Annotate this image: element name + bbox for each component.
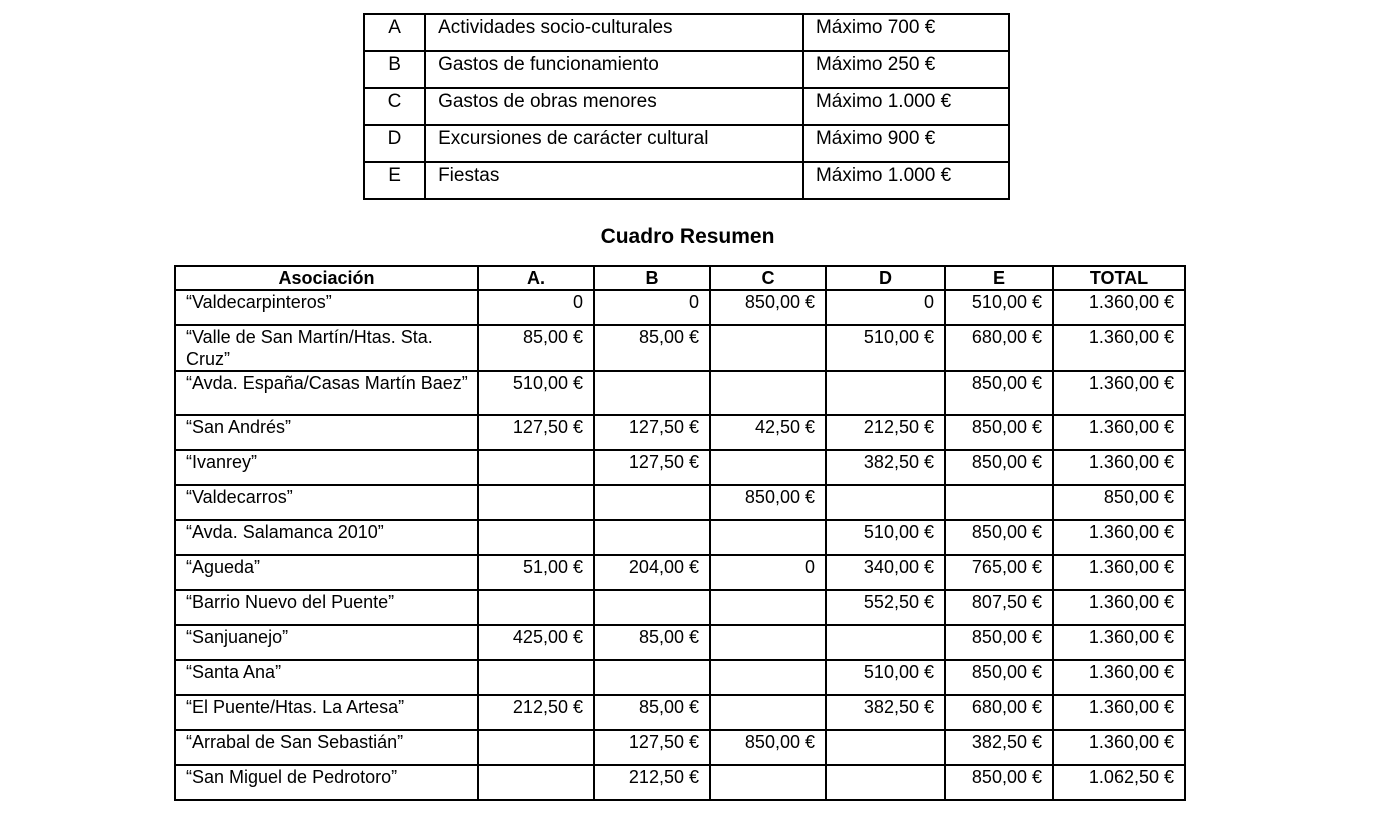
amount-cell (594, 590, 710, 625)
amount-cell (710, 590, 826, 625)
amount-cell: 850,00 € (945, 660, 1053, 695)
table-row (175, 371, 1185, 415)
table-row (175, 555, 1185, 590)
category-limits-body (364, 14, 1009, 199)
category-row (364, 125, 1009, 162)
amount-cell: 0 (594, 290, 710, 325)
category-max: Máximo 1.000 € (803, 162, 1009, 199)
column-header: B (594, 266, 710, 290)
association-name: “Barrio Nuevo del Puente” (175, 590, 478, 625)
amount-cell (710, 695, 826, 730)
association-name: “Avda. Salamanca 2010” (175, 520, 478, 555)
amount-cell: 1.360,00 € (1053, 625, 1185, 660)
amount-cell: 425,00 € (478, 625, 594, 660)
summary-table (174, 265, 1186, 801)
amount-cell: 850,00 € (945, 371, 1053, 415)
category-row (364, 162, 1009, 199)
amount-cell: 510,00 € (945, 290, 1053, 325)
amount-cell: 850,00 € (710, 485, 826, 520)
amount-cell: 850,00 € (710, 290, 826, 325)
category-row (364, 51, 1009, 88)
amount-cell: 850,00 € (945, 765, 1053, 800)
amount-cell: 85,00 € (594, 695, 710, 730)
table-row (175, 450, 1185, 485)
category-max: Máximo 250 € (803, 51, 1009, 88)
amount-cell (594, 371, 710, 415)
column-header: E (945, 266, 1053, 290)
amount-cell (478, 730, 594, 765)
amount-cell: 1.360,00 € (1053, 371, 1185, 415)
amount-cell: 51,00 € (478, 555, 594, 590)
amount-cell: 552,50 € (826, 590, 945, 625)
amount-cell: 1.360,00 € (1053, 325, 1185, 371)
association-name: “Valdecarpinteros” (175, 290, 478, 325)
amount-cell (710, 520, 826, 555)
amount-cell: 1.062,50 € (1053, 765, 1185, 800)
amount-cell (594, 485, 710, 520)
table-row (175, 290, 1185, 325)
amount-cell: 1.360,00 € (1053, 520, 1185, 555)
amount-cell: 850,00 € (945, 520, 1053, 555)
amount-cell (945, 485, 1053, 520)
amount-cell: 1.360,00 € (1053, 555, 1185, 590)
amount-cell (478, 485, 594, 520)
table-row (175, 325, 1185, 371)
amount-cell (710, 371, 826, 415)
category-code: A (364, 14, 425, 51)
amount-cell: 212,50 € (826, 415, 945, 450)
table-row (175, 485, 1185, 520)
table-row (175, 695, 1185, 730)
amount-cell: 85,00 € (478, 325, 594, 371)
amount-cell (478, 765, 594, 800)
column-header: TOTAL (1053, 266, 1185, 290)
amount-cell: 510,00 € (826, 520, 945, 555)
amount-cell: 382,50 € (945, 730, 1053, 765)
amount-cell: 765,00 € (945, 555, 1053, 590)
amount-cell: 127,50 € (478, 415, 594, 450)
column-header: C (710, 266, 826, 290)
amount-cell: 850,00 € (945, 415, 1053, 450)
amount-cell: 510,00 € (826, 660, 945, 695)
category-max: Máximo 1.000 € (803, 88, 1009, 125)
amount-cell: 510,00 € (826, 325, 945, 371)
category-code: E (364, 162, 425, 199)
amount-cell: 1.360,00 € (1053, 450, 1185, 485)
amount-cell (826, 730, 945, 765)
amount-cell: 0 (478, 290, 594, 325)
amount-cell: 127,50 € (594, 730, 710, 765)
amount-cell: 212,50 € (594, 765, 710, 800)
category-name: Excursiones de carácter cultural (425, 125, 803, 162)
amount-cell (710, 660, 826, 695)
association-name: “San Miguel de Pedrotoro” (175, 765, 478, 800)
amount-cell: 1.360,00 € (1053, 290, 1185, 325)
category-code: D (364, 125, 425, 162)
amount-cell: 850,00 € (945, 625, 1053, 660)
amount-cell: 212,50 € (478, 695, 594, 730)
table-row (175, 765, 1185, 800)
association-name: “San Andrés” (175, 415, 478, 450)
column-header: A. (478, 266, 594, 290)
table-row (175, 660, 1185, 695)
amount-cell: 0 (826, 290, 945, 325)
category-max: Máximo 700 € (803, 14, 1009, 51)
category-row (364, 88, 1009, 125)
category-name: Gastos de obras menores (425, 88, 803, 125)
table-row (175, 625, 1185, 660)
amount-cell (594, 660, 710, 695)
amount-cell (710, 625, 826, 660)
amount-cell: 340,00 € (826, 555, 945, 590)
amount-cell (710, 765, 826, 800)
association-name: “Arrabal de San Sebastián” (175, 730, 478, 765)
amount-cell (478, 590, 594, 625)
category-name: Gastos de funcionamiento (425, 51, 803, 88)
amount-cell (710, 325, 826, 371)
summary-title: Cuadro Resumen (600, 225, 775, 248)
amount-cell: 85,00 € (594, 625, 710, 660)
amount-cell: 204,00 € (594, 555, 710, 590)
summary-body (175, 290, 1185, 800)
amount-cell: 0 (710, 555, 826, 590)
association-name: “Avda. España/Casas Martín Baez” (175, 371, 478, 415)
amount-cell: 127,50 € (594, 450, 710, 485)
amount-cell: 510,00 € (478, 371, 594, 415)
category-name: Fiestas (425, 162, 803, 199)
amount-cell (478, 450, 594, 485)
amount-cell (594, 520, 710, 555)
amount-cell (826, 485, 945, 520)
table-row (175, 415, 1185, 450)
category-code: B (364, 51, 425, 88)
amount-cell: 850,00 € (945, 450, 1053, 485)
association-name: “El Puente/Htas. La Artesa” (175, 695, 478, 730)
category-row (364, 14, 1009, 51)
association-name: “Valdecarros” (175, 485, 478, 520)
amount-cell: 850,00 € (1053, 485, 1185, 520)
category-limits-table (363, 13, 1010, 200)
amount-cell (826, 625, 945, 660)
amount-cell: 1.360,00 € (1053, 590, 1185, 625)
amount-cell: 382,50 € (826, 450, 945, 485)
column-header: Asociación (175, 266, 478, 290)
category-code: C (364, 88, 425, 125)
amount-cell: 850,00 € (710, 730, 826, 765)
amount-cell: 1.360,00 € (1053, 415, 1185, 450)
table-row (175, 730, 1185, 765)
amount-cell: 1.360,00 € (1053, 730, 1185, 765)
amount-cell (478, 520, 594, 555)
amount-cell: 42,50 € (710, 415, 826, 450)
association-name: “Santa Ana” (175, 660, 478, 695)
table-row (175, 520, 1185, 555)
amount-cell: 680,00 € (945, 695, 1053, 730)
table-row (175, 590, 1185, 625)
association-name: “Ivanrey” (175, 450, 478, 485)
amount-cell (710, 450, 826, 485)
summary-header-row (175, 266, 1185, 290)
column-header: D (826, 266, 945, 290)
amount-cell: 680,00 € (945, 325, 1053, 371)
amount-cell (478, 660, 594, 695)
amount-cell (826, 371, 945, 415)
amount-cell: 85,00 € (594, 325, 710, 371)
category-max: Máximo 900 € (803, 125, 1009, 162)
amount-cell: 127,50 € (594, 415, 710, 450)
association-name: “Agueda” (175, 555, 478, 590)
association-name: “Valle de San Martín/Htas. Sta. Cruz” (175, 325, 478, 371)
amount-cell: 807,50 € (945, 590, 1053, 625)
amount-cell: 1.360,00 € (1053, 660, 1185, 695)
association-name: “Sanjuanejo” (175, 625, 478, 660)
amount-cell: 1.360,00 € (1053, 695, 1185, 730)
amount-cell (826, 765, 945, 800)
amount-cell: 382,50 € (826, 695, 945, 730)
category-name: Actividades socio-culturales (425, 14, 803, 51)
